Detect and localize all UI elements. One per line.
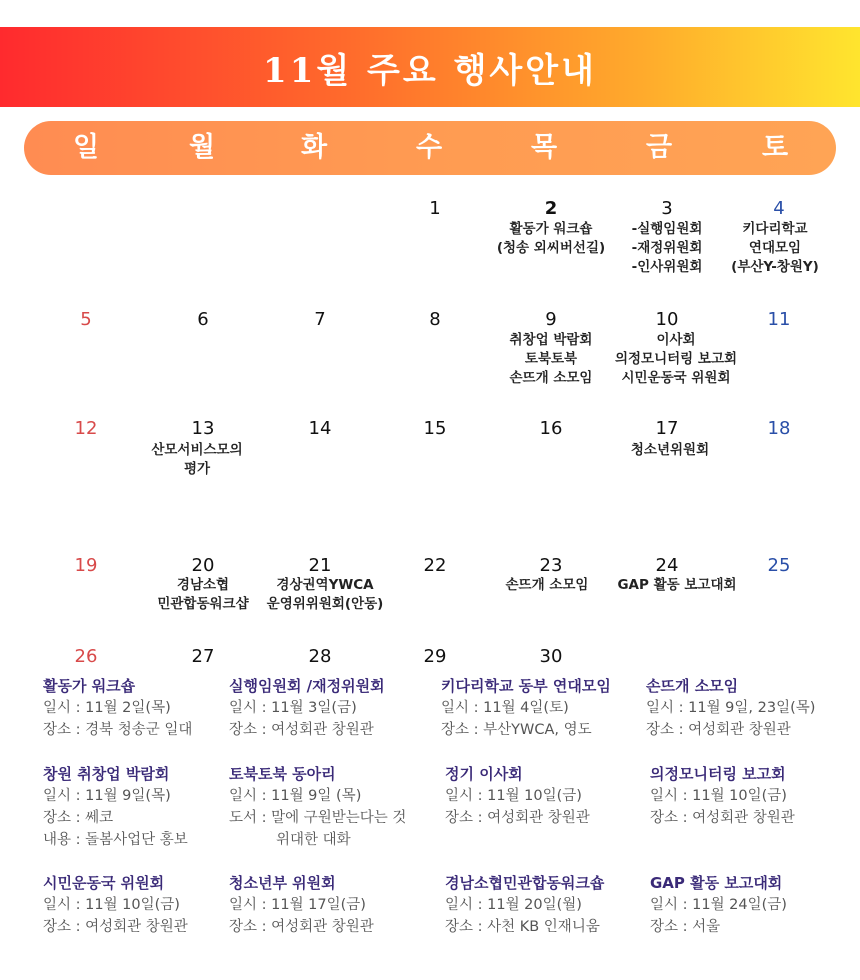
- date-25: 25: [767, 555, 791, 576]
- detail-line: 장소 : 여성회관 창원관: [650, 810, 795, 826]
- event-line: 운영위위원회(안동): [266, 596, 384, 612]
- detail-title: 시민운동국 위원회: [43, 874, 165, 892]
- detail-title: 실행임원회 /재정위원회: [229, 677, 385, 695]
- date-21-events: [250, 576, 400, 614]
- date-4-events: [700, 220, 850, 277]
- date-28: 28: [308, 646, 332, 667]
- detail-line: 장소 : 서울: [650, 919, 721, 935]
- detail-line: 일시 : 11월 9일(목): [43, 788, 171, 804]
- event-line: (청송 외씨버선길): [496, 240, 606, 256]
- date-13-events: [122, 441, 272, 479]
- weekday-tue: 화: [300, 132, 328, 163]
- detail-title: GAP 활동 보고대회: [650, 874, 783, 892]
- event-line: 의정모니터링 보고회: [614, 351, 738, 367]
- event-line: 청소년위원회: [630, 442, 710, 458]
- weekday-wed: 수: [415, 132, 443, 163]
- weekday-sat: 토: [761, 132, 789, 163]
- date-2: 2: [544, 198, 558, 219]
- event-line: 연대모임: [748, 240, 802, 256]
- detail-line: 일시 : 11월 2일(목): [43, 700, 171, 716]
- date-9: 9: [545, 309, 557, 330]
- detail-line: 일시 : 11월 3일(금): [229, 700, 357, 716]
- date-8: 8: [429, 309, 441, 330]
- date-10-events: [601, 331, 751, 388]
- event-line: 경남소협: [176, 577, 230, 593]
- detail-book-club: [229, 763, 429, 851]
- date-30: 30: [539, 646, 563, 667]
- date-26: 26: [74, 646, 98, 667]
- weekday-thu: 목: [530, 132, 558, 163]
- date-4: 4: [773, 198, 785, 219]
- event-line: 취창업 박람회: [509, 332, 593, 348]
- detail-title: 활동가 워크숍: [43, 677, 136, 695]
- date-18: 18: [767, 418, 791, 439]
- date-6: 6: [197, 309, 209, 330]
- weekday-sun: 일: [72, 132, 100, 163]
- date-16: 16: [539, 418, 563, 439]
- date-1: 1: [429, 198, 441, 219]
- date-23-events: [472, 576, 622, 595]
- date-3: 3: [661, 198, 673, 219]
- detail-workshop: [43, 675, 243, 741]
- detail-line: 장소 : 여성회관 창원관: [43, 919, 188, 935]
- detail-line: 일시 : 11월 9일, 23일(목): [646, 700, 816, 716]
- event-line: 평가: [183, 461, 211, 477]
- detail-line: 일시 : 11월 4일(토): [441, 700, 569, 716]
- event-line: 활동가 워크숍: [509, 221, 593, 237]
- event-line: 토북토북: [524, 351, 578, 367]
- detail-monitoring: [650, 763, 850, 829]
- detail-board: [445, 763, 645, 829]
- detail-title: 의정모니터링 보고회: [650, 765, 786, 783]
- detail-civic: [43, 872, 243, 938]
- detail-executive: [229, 675, 429, 741]
- detail-line: 일시 : 11월 9일 (목): [229, 788, 362, 804]
- detail-jobfair: [43, 763, 243, 851]
- detail-title: 경남소협민관합동워크숍: [445, 874, 605, 892]
- detail-line: 장소 : 여성회관 창원관: [229, 919, 374, 935]
- date-21: 21: [308, 555, 332, 576]
- detail-line: 도서 : 말에 구원받는다는 것: [229, 810, 407, 826]
- date-20: 20: [191, 555, 215, 576]
- detail-title: 청소년부 위원회: [229, 874, 336, 892]
- date-17-events: [595, 441, 745, 460]
- event-line: 시민운동국 위원회: [621, 370, 731, 386]
- date-29: 29: [423, 646, 447, 667]
- detail-line: 장소 : 여성회관 창원관: [646, 722, 791, 738]
- detail-title: 정기 이사회: [445, 765, 523, 783]
- event-line: 손뜨개 소모임: [509, 370, 593, 386]
- date-7: 7: [314, 309, 326, 330]
- date-19: 19: [74, 555, 98, 576]
- detail-line: 장소 : 경북 청송군 일대: [43, 722, 193, 738]
- detail-gap: [650, 872, 850, 938]
- date-10: 10: [655, 309, 679, 330]
- detail-line: 일시 : 11월 17일(금): [229, 897, 366, 913]
- date-12: 12: [74, 418, 98, 439]
- event-line: -실행임원회: [631, 221, 703, 237]
- detail-line: 일시 : 11월 20일(월): [445, 897, 582, 913]
- detail-line: 장소 : 여성회관 창원관: [445, 810, 590, 826]
- detail-title: 창원 취창업 박람회: [43, 765, 170, 783]
- date-27: 27: [191, 646, 215, 667]
- event-line: 민관합동워크샵: [157, 596, 249, 612]
- weekday-fri: 금: [645, 132, 673, 163]
- detail-line: 장소 : 여성회관 창원관: [229, 722, 374, 738]
- event-line: GAP 활동 보고대회: [617, 577, 737, 593]
- detail-line: 장소 : 사천 KB 인재니움: [445, 919, 600, 935]
- date-5: 5: [80, 309, 92, 330]
- event-line: 키다리학교: [742, 221, 808, 237]
- detail-kidari: [441, 675, 641, 741]
- detail-line: 일시 : 11월 10일(금): [43, 897, 180, 913]
- detail-line: 장소 : 쎄코: [43, 810, 114, 826]
- event-line: 손뜨개 소모임: [505, 577, 589, 593]
- page-title: 11월 주요 행사안내: [263, 50, 597, 91]
- detail-title: 손뜨개 소모임: [646, 677, 739, 695]
- date-15: 15: [423, 418, 447, 439]
- detail-line: 장소 : 부산YWCA, 영도: [441, 722, 592, 738]
- event-line: -재정위원회: [631, 240, 703, 256]
- title-banner: [0, 27, 860, 107]
- date-24-events: [602, 576, 752, 595]
- detail-line: 위대한 대화: [276, 832, 351, 848]
- date-17: 17: [655, 418, 679, 439]
- detail-line: 일시 : 11월 10일(금): [445, 788, 582, 804]
- event-line: 경상권역YWCA: [276, 577, 374, 593]
- date-24: 24: [655, 555, 679, 576]
- detail-title: 토북토북 동아리: [229, 765, 336, 783]
- weekday-mon: 월: [188, 132, 216, 163]
- detail-line: 일시 : 11월 10일(금): [650, 788, 787, 804]
- event-line: 산모서비스모의: [151, 442, 243, 458]
- event-line: 이사회: [656, 332, 696, 348]
- event-line: -인사위원회: [631, 259, 703, 275]
- detail-line: 일시 : 11월 24일(금): [650, 897, 787, 913]
- event-line: (부산Y-창원Y): [731, 259, 819, 275]
- detail-title: 키다리학교 동부 연대모임: [441, 677, 611, 695]
- date-22: 22: [423, 555, 447, 576]
- detail-consumer: [445, 872, 645, 938]
- date-23: 23: [539, 555, 563, 576]
- date-11: 11: [767, 309, 791, 330]
- weekday-header: [24, 121, 836, 175]
- detail-knitting: [646, 675, 846, 741]
- date-13: 13: [191, 418, 215, 439]
- detail-youth: [229, 872, 429, 938]
- detail-line: 내용 : 돌봄사업단 홍보: [43, 832, 188, 848]
- date-14: 14: [308, 418, 332, 439]
